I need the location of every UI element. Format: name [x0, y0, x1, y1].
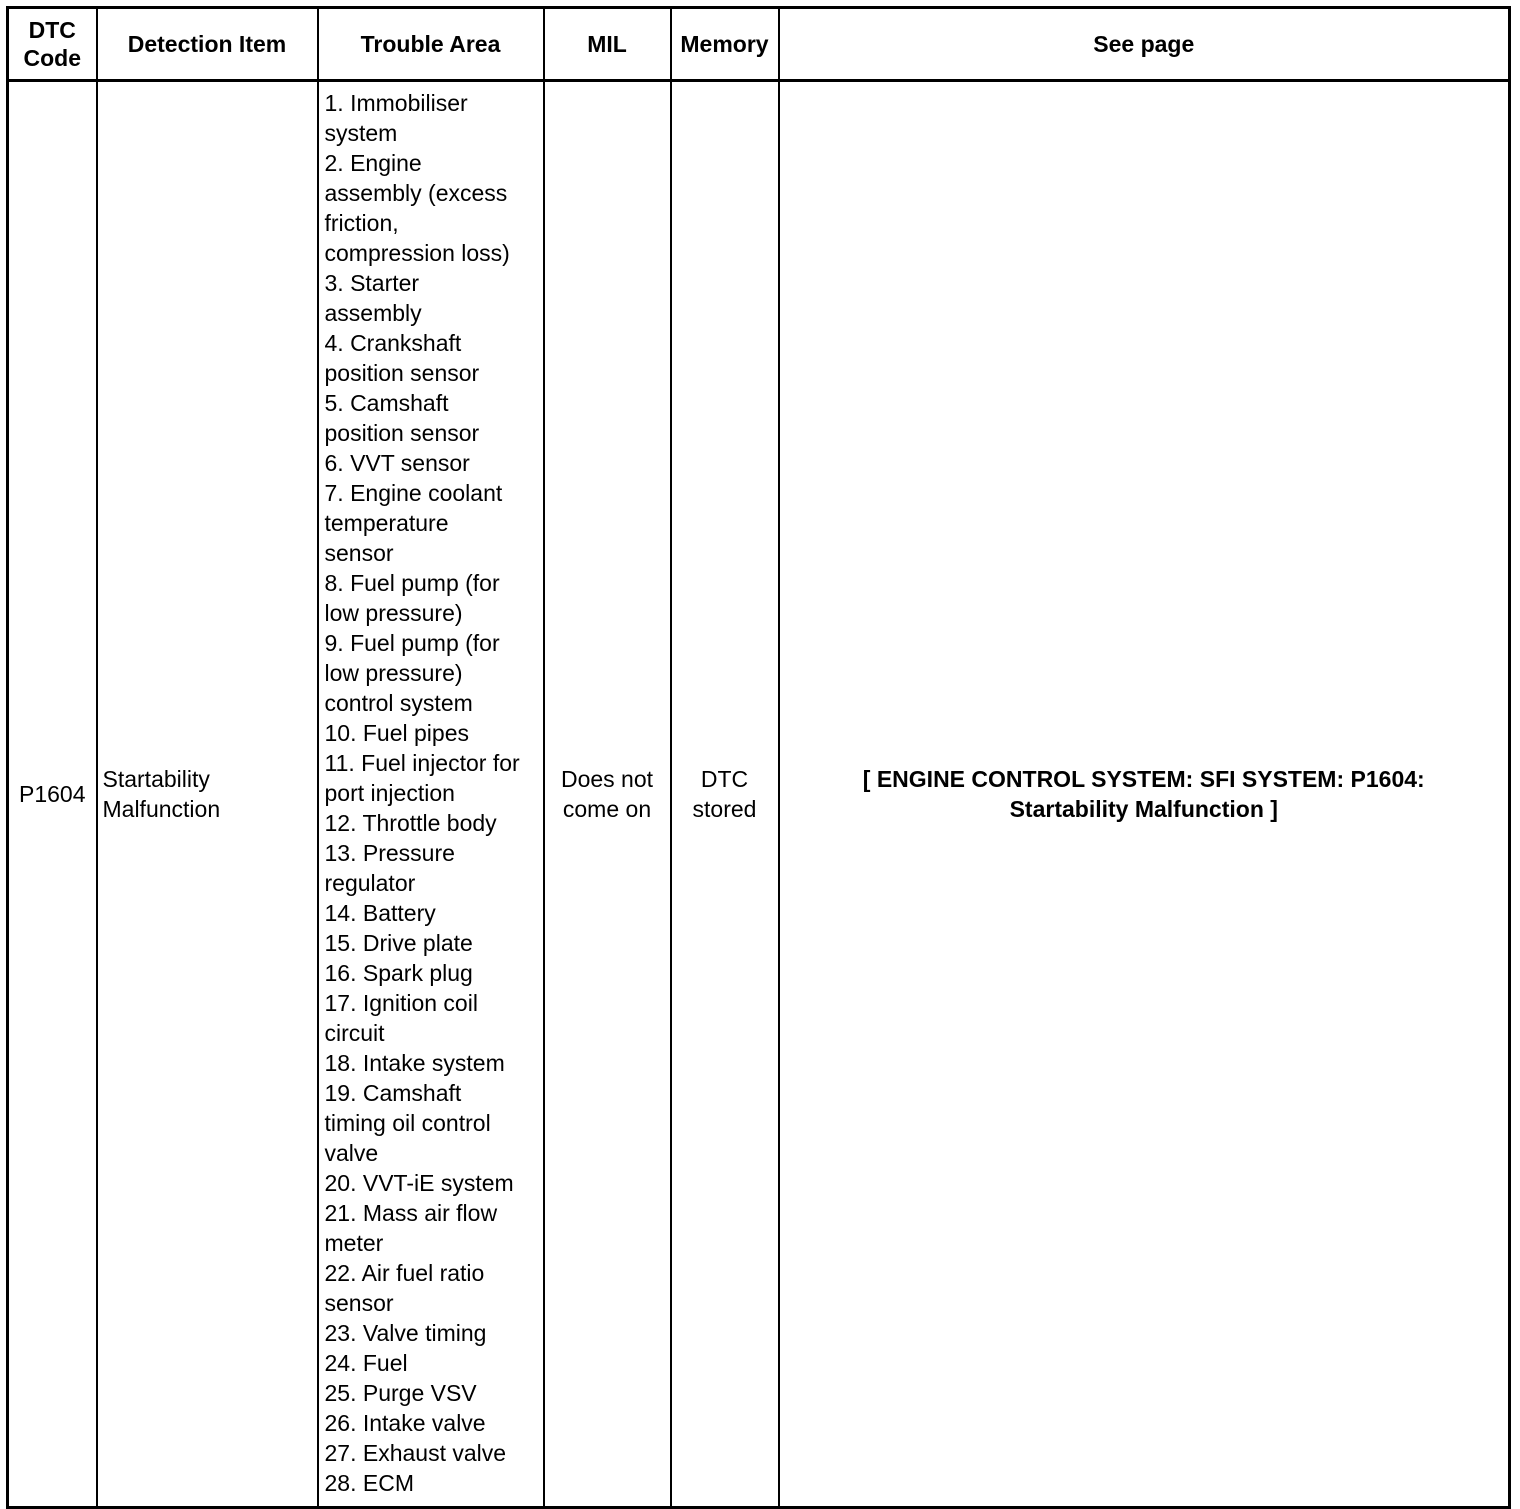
cell-dtc-code: P1604 — [8, 81, 97, 1508]
trouble-area-line: valve — [324, 1140, 379, 1166]
trouble-area-line: port injection — [324, 780, 455, 806]
trouble-area-line: sensor — [324, 1290, 394, 1316]
cell-mil — [544, 81, 671, 1508]
table-header — [8, 8, 1510, 81]
header-dtc-code-line1: DTC — [28, 17, 76, 43]
detection-item-line2: Malfunction — [102, 796, 221, 822]
trouble-area-line: 17. Ignition coil — [324, 990, 478, 1016]
trouble-area-line: 19. Camshaft — [324, 1080, 462, 1106]
trouble-area-line: regulator — [324, 870, 416, 896]
mil-line1: Does not — [560, 766, 654, 792]
trouble-area-line: 20. VVT-iE system — [324, 1170, 514, 1196]
table-row — [8, 81, 1510, 1508]
mil-line2: come on — [562, 796, 652, 822]
trouble-area-line: 10. Fuel pipes — [324, 720, 469, 746]
trouble-area-line: meter — [324, 1230, 384, 1256]
trouble-area-line: 26. Intake valve — [324, 1410, 486, 1436]
trouble-area-line: 14. Battery — [324, 900, 436, 926]
trouble-area-line: 2. Engine — [324, 150, 422, 176]
trouble-area-line: 3. Starter — [324, 270, 420, 296]
trouble-area-line: 15. Drive plate — [324, 930, 473, 956]
trouble-area-line: 22. Air fuel ratio — [324, 1260, 485, 1286]
trouble-area-line: timing oil control — [324, 1110, 491, 1136]
trouble-area-line: assembly (excess — [324, 180, 508, 206]
trouble-area-line: compression loss) — [324, 240, 510, 266]
header-dtc-code — [8, 8, 97, 81]
detection-item-line1: Startability — [102, 766, 210, 792]
memory-line2: stored — [692, 796, 757, 822]
trouble-area-line: system — [324, 120, 398, 146]
header-dtc-code-line2: Code — [23, 45, 81, 71]
trouble-area-line: 27. Exhaust valve — [324, 1440, 507, 1466]
trouble-area-line: 12. Throttle body — [324, 810, 497, 836]
cell-see-page[interactable] — [779, 81, 1510, 1508]
trouble-area-line: control system — [324, 690, 473, 716]
trouble-area-line: 8. Fuel pump (for — [324, 570, 500, 596]
trouble-area-line: position sensor — [324, 420, 480, 446]
trouble-area-line: 7. Engine coolant — [324, 480, 503, 506]
header-trouble-area: Trouble Area — [318, 8, 544, 81]
trouble-area-line: low pressure) — [324, 600, 463, 626]
dtc-table — [6, 6, 1511, 1509]
trouble-area-line: 13. Pressure — [324, 840, 455, 866]
trouble-area-line: 18. Intake system — [324, 1050, 505, 1076]
trouble-area-line: sensor — [324, 540, 394, 566]
header-see-page: See page — [779, 8, 1510, 81]
header-row — [8, 8, 1510, 81]
trouble-area-line: 9. Fuel pump (for — [324, 630, 500, 656]
cell-trouble-area — [318, 81, 544, 1508]
trouble-area-line: 5. Camshaft — [324, 390, 449, 416]
trouble-area-line: position sensor — [324, 360, 480, 386]
memory-line1: DTC — [700, 766, 749, 792]
trouble-area-line: 25. Purge VSV — [324, 1380, 477, 1406]
trouble-area-line: 11. Fuel injector for — [324, 750, 520, 776]
trouble-area-line: 21. Mass air flow — [324, 1200, 498, 1226]
cell-detection-item — [97, 81, 318, 1508]
trouble-area-line: 6. VVT sensor — [324, 450, 470, 476]
header-mil: MIL — [544, 8, 671, 81]
trouble-area-line: assembly — [324, 300, 422, 326]
header-memory: Memory — [671, 8, 779, 81]
table-body — [8, 81, 1510, 1508]
trouble-area-line: low pressure) — [324, 660, 463, 686]
trouble-area-list — [325, 88, 539, 1498]
trouble-area-line: 28. ECM — [324, 1470, 414, 1496]
trouble-area-line: temperature — [324, 510, 449, 536]
trouble-area-line: 24. Fuel — [324, 1350, 408, 1376]
see-page-link-line1[interactable]: [ ENGINE CONTROL SYSTEM: SFI SYSTEM: P1604: — [862, 766, 1425, 792]
trouble-area-line: friction, — [324, 210, 399, 236]
trouble-area-line: 16. Spark plug — [324, 960, 473, 986]
trouble-area-line: 4. Crankshaft — [324, 330, 462, 356]
trouble-area-line: 1. Immobiliser — [324, 90, 468, 116]
cell-memory — [671, 81, 779, 1508]
header-detection-item: Detection Item — [97, 8, 318, 81]
see-page-link-line2[interactable]: Startability Malfunction ] — [1009, 796, 1278, 822]
trouble-area-line: circuit — [324, 1020, 385, 1046]
trouble-area-line: 23. Valve timing — [324, 1320, 487, 1346]
